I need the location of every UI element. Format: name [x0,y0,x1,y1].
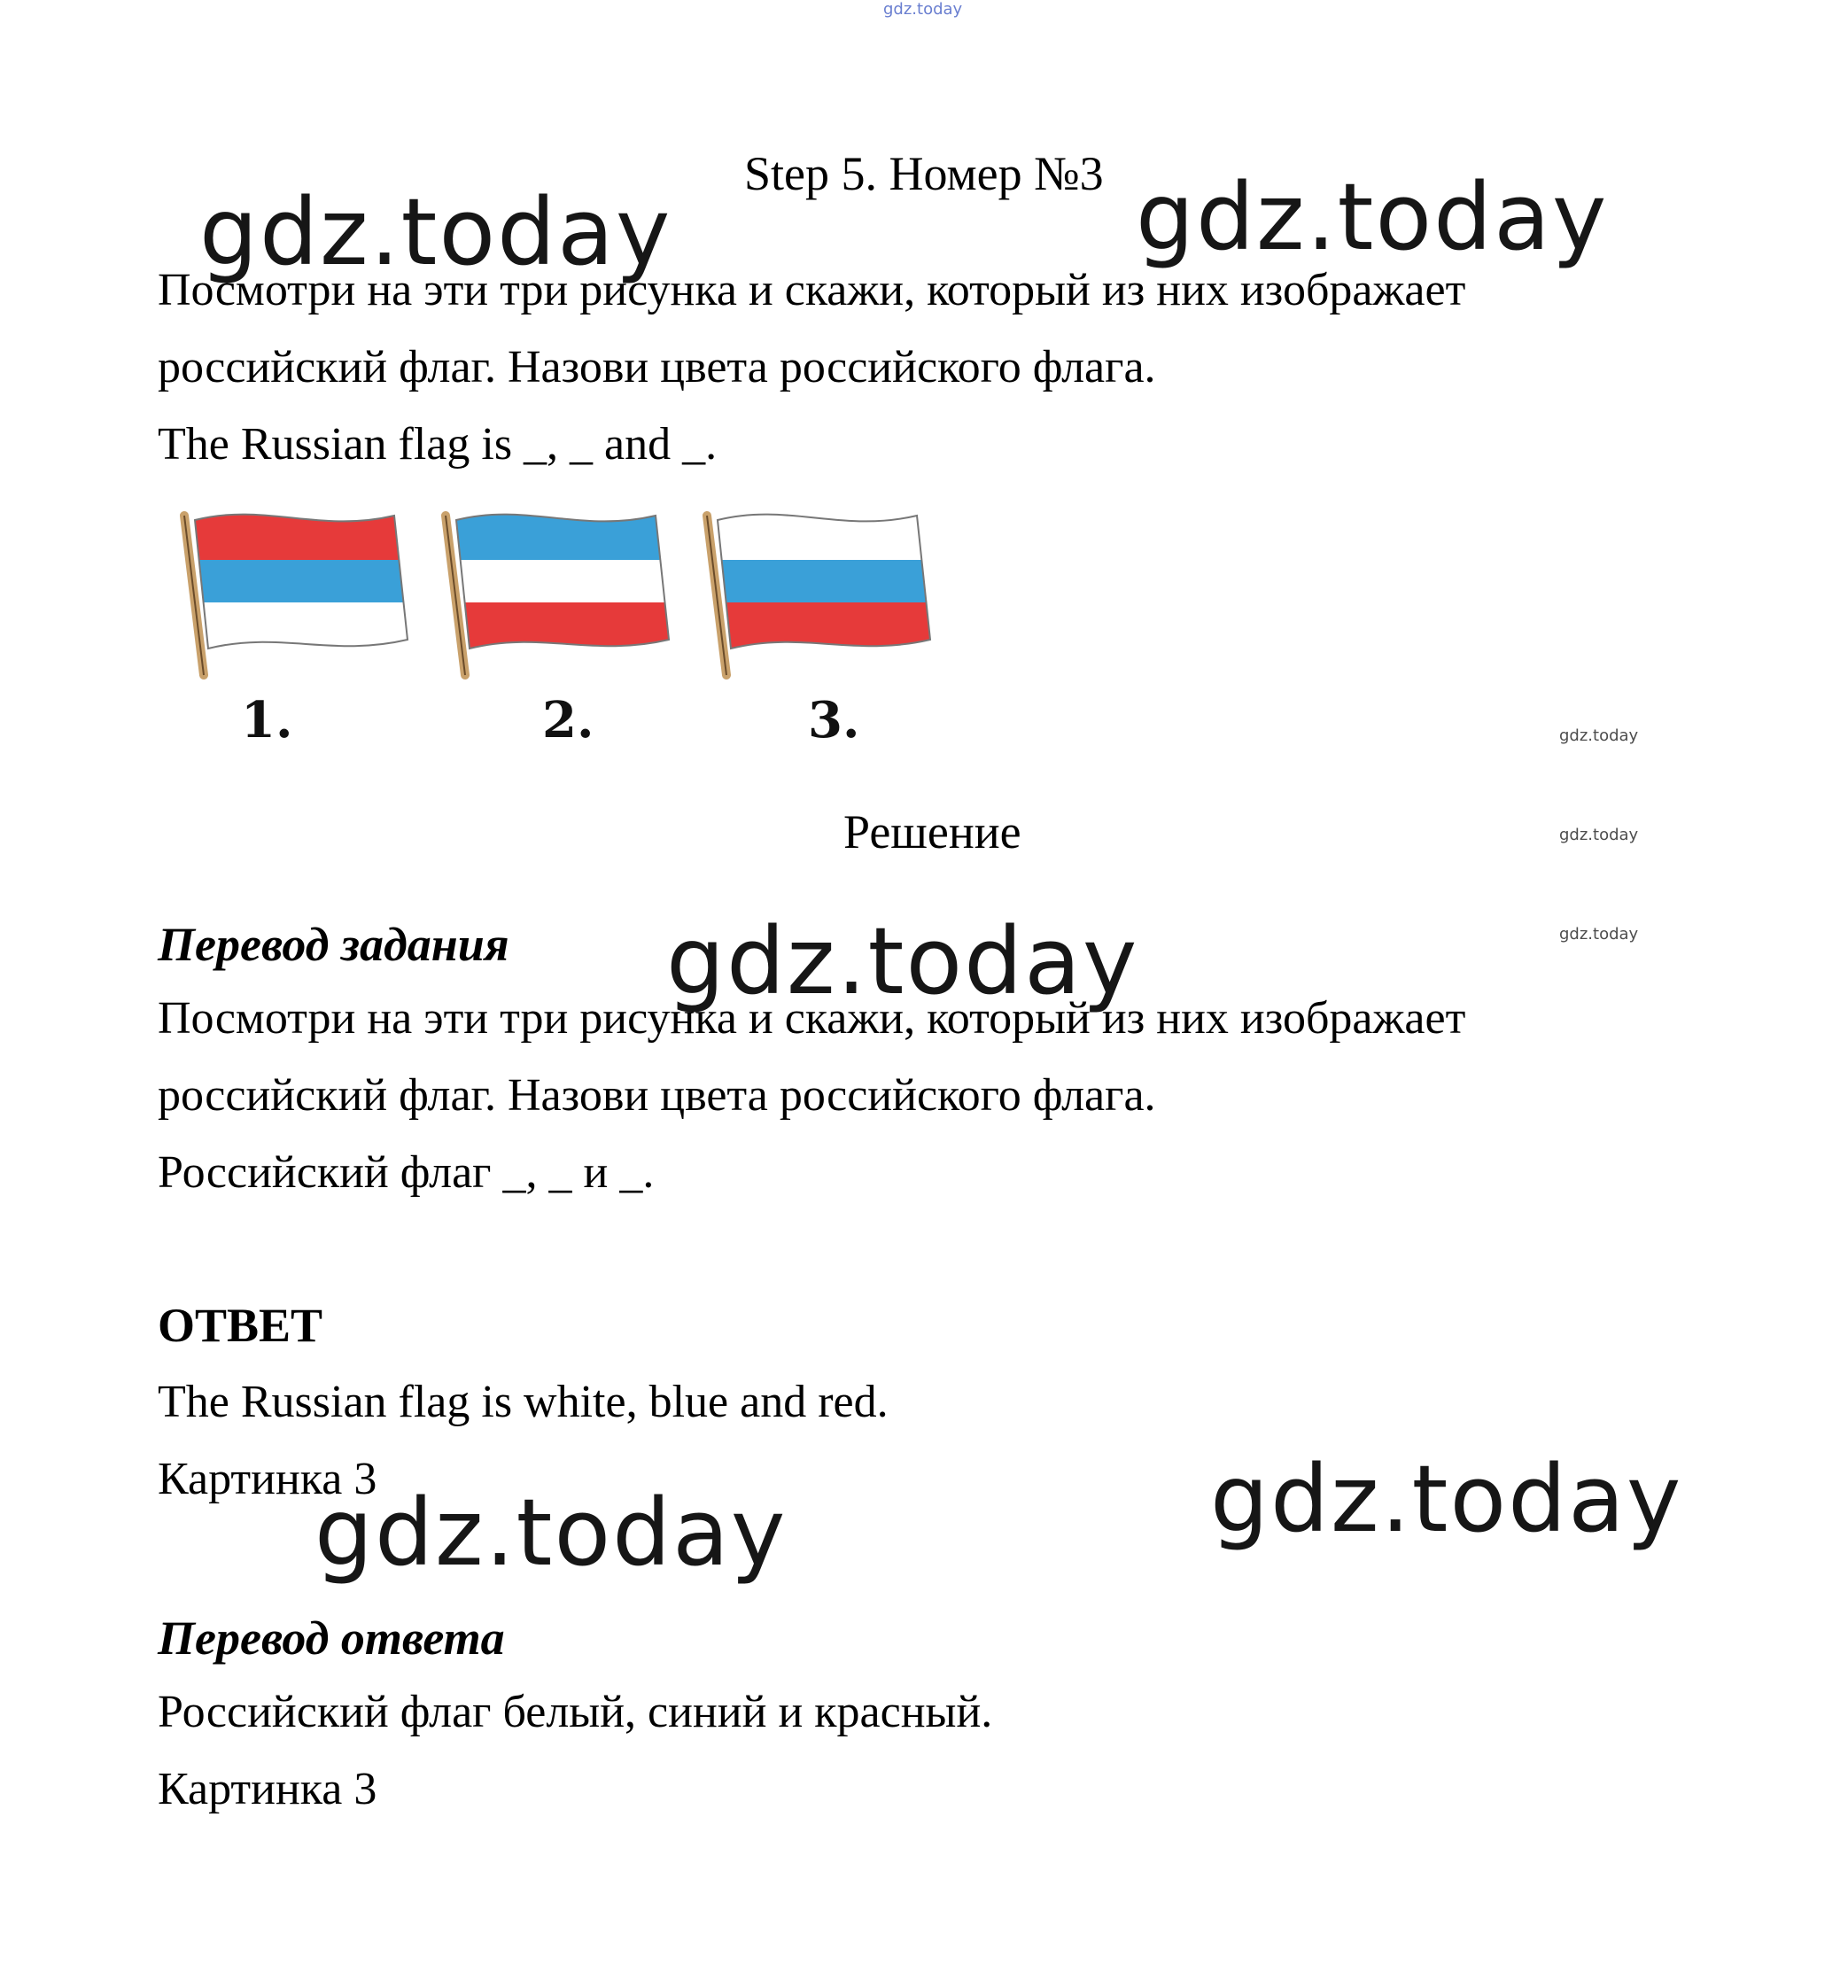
flag-3 [707,507,939,675]
flag-2 [446,507,678,675]
flag-1-stripe-bottom [186,602,416,664]
flag-1 [184,507,416,675]
flag-3-label: 3. [808,691,860,749]
translation-line-1: Посмотри на эти три рисунка и скажи, который из них изображает [158,993,1466,1044]
top-watermark: gdz.today [883,0,963,19]
watermark-large: gdz.today [666,907,1139,1015]
watermark-small: gdz.today [1559,726,1639,745]
watermark-large: gdz.today [1136,163,1609,271]
translation-heading: Перевод задания [158,918,509,971]
task-line-3: The Russian flag is _, _ and _. [158,419,718,470]
watermark-large: gdz.today [314,1479,788,1587]
flags-illustration [168,507,966,684]
answer-translation-heading: Перевод ответа [158,1611,505,1665]
answer-heading: ОТВЕТ [158,1299,323,1352]
translation-line-2: российский флаг. Назови цвета российского флага. [158,1070,1156,1121]
flag-1-stripe-middle [186,560,416,604]
page-title: Step 5. Номер №3 [744,147,1104,200]
answer-line-2: Картинка 3 [158,1454,377,1504]
translation-line-3: Российский флаг _, _ и _. [158,1147,655,1198]
solution-heading: Решение [843,805,1021,858]
watermark-large: gdz.today [1210,1445,1683,1553]
answer-translation-line-2: Картинка 3 [158,1764,377,1814]
answer-translation-line-1: Российский флаг белый, синий и красный. [158,1687,993,1737]
flag-2-label: 2. [542,691,594,749]
task-line-1: Посмотри на эти три рисунка и скажи, который из них изображает [158,265,1466,315]
flag-2-stripe-middle [447,560,678,604]
flag-3-stripe-middle [709,560,939,604]
watermark-small: gdz.today [1559,826,1639,844]
task-line-2: российский флаг. Назови цвета российского флага. [158,342,1156,392]
watermark-small: gdz.today [1559,925,1639,944]
flag-1-label: 1. [241,691,293,749]
answer-line-1: The Russian flag is white, blue and red. [158,1377,889,1427]
watermark-large: gdz.today [199,178,672,286]
flag-2-stripe-bottom [447,602,678,664]
flag-3-stripe-bottom [709,602,939,664]
